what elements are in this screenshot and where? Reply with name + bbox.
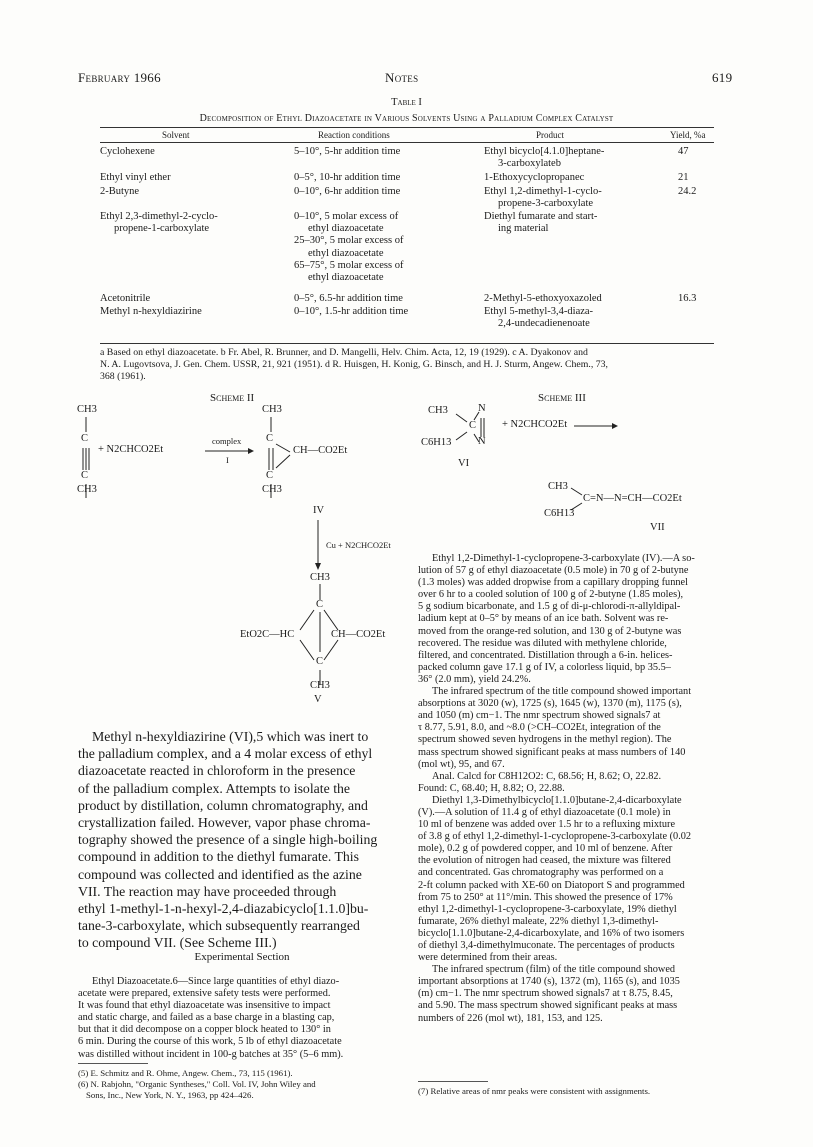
table-cell-line: 0–5°, 10-hr addition time [294, 172, 401, 183]
text-line: Diethyl 1,3-Dimethylbicyclo[1.1.0]butane-2,4-dicarboxylate [432, 794, 682, 806]
text-line: product by distillation, column chromatography, and [78, 797, 368, 813]
text-line: and static charge, and failed as a base charge in a blasting cap, [78, 1012, 335, 1024]
text-line: numbers of 226 (mol wt), 181, 153, and 125. [418, 1012, 603, 1024]
scheme-ii-iv-ch3-bottom: CH3 [262, 484, 282, 495]
scheme-ii-v-c: C [316, 656, 324, 667]
text-line: and 5.90. The mass spectrum showed significant peaks at mass [418, 1000, 678, 1012]
scheme-ii-arrow-label: complex [212, 436, 242, 446]
text-line: The infrared spectrum (film) of the title compound showed [432, 964, 676, 976]
table-cell-line: 25–30°, 5 molar excess of [294, 235, 404, 247]
text-line: mole), 0.2 g of powdered copper, and 10 ml of benzene. After [418, 843, 673, 855]
table-cell-value: 47 [678, 146, 689, 157]
table-footnote-line: a Based on ethyl diazoacetate. b Fr. Abel, R. Brunner, and D. Mangelli, Helv. Chim. Acta, 12, 19 (1929). c A. Dyakonov and [100, 347, 588, 358]
table-title: Table I [391, 97, 422, 108]
scheme-iii-n: N [478, 403, 486, 414]
right-column-body [418, 553, 736, 1025]
text-line: fumarate, 26% diethyl maleate, 22% diethyl 1,3-dimethyl- [418, 915, 659, 927]
table-cell-line: propene-3-carboxylate [498, 198, 594, 210]
running-header-date: February 1966 [78, 70, 161, 85]
running-header-section: Notes [385, 70, 419, 85]
column-header-conditions: Reaction conditions [318, 130, 390, 140]
scheme-ii-ch3-bottom: CH3 [77, 484, 97, 495]
compound-label-iv: IV [313, 505, 325, 516]
table-cell-line: 0–5°, 6.5-hr addition time [294, 293, 403, 304]
table-cell-line: ing material [498, 223, 549, 235]
scheme-ii-c: C [81, 433, 89, 444]
table-cell-line: Ethyl 5-methyl-3,4-diaza- [484, 306, 594, 317]
table-footnote-line: 368 (1961). [100, 371, 146, 382]
text-line: tography showed the presence of a single high-boiling [78, 832, 378, 848]
table-cell-line: 3-carboxylateb [498, 158, 561, 170]
text-line: (1.3 moles) was added dropwise from a capillary dropping funnel [418, 577, 688, 589]
table-cell-value: 21 [678, 172, 689, 183]
table-cell-line: 2-Methyl-5-ethoxyoxazoled [484, 293, 602, 304]
scheme-ii-reagent: + N2CHCO2Et [98, 444, 164, 455]
scheme-ii-ch3-top: CH3 [77, 404, 97, 415]
text-line: Anal. Calcd for C8H12O2: C, 68.56; H, 8.62; O, 22.82. [432, 770, 662, 782]
column-header-yield: Yield, %a [670, 130, 706, 140]
text-line: (V).—A solution of 11.4 g of ethyl diazoacetate (0.1 mole) in [418, 806, 671, 818]
table-cell-line: ethyl diazoacetate [308, 223, 384, 235]
table-cell-line: Ethyl vinyl ether [100, 172, 171, 183]
experimental-heading: Experimental Section [194, 951, 290, 963]
text-line: Ethyl 1,2-Dimethyl-1-cyclopropene-3-carboxylate (IV).—A so- [432, 553, 695, 564]
text-line: and concentrated. Gas chromatography was performed on a [418, 867, 664, 879]
text-line: τ 8.77, 5.91, 8.0, and ~8.0 (>CH–CO2Et, integration of the [418, 722, 661, 734]
compound-label-vi: VI [458, 458, 470, 469]
text-line: 5 g sodium bicarbonate, and 1.5 g of di-μ-chlorodi-π-allyldipal- [418, 601, 681, 613]
text-line: tane-3-carboxylate, which subsequently rearranged [78, 918, 360, 934]
page-number: 619 [712, 70, 733, 85]
table-footnote-line: N. A. Lugovtsova, J. Gen. Chem. USSR, 21, 921 (1951). d R. Huisgen, H. Konig, G. Binsch, and H. J. Sturm, Angew. Chem., 73, [100, 359, 608, 370]
text-line: Methyl n-hexyldiazirine (VI),5 which was inert to [92, 729, 369, 744]
scheme-ii-v-ch3-top: CH3 [310, 572, 330, 583]
scheme-ii-c: C [81, 470, 89, 481]
scheme-iii-vii-chain: C=N—N=CH—CO2Et [583, 493, 682, 504]
scheme-ii-v-c: C [316, 599, 324, 610]
table-cell-line: 0–10°, 5 molar excess of [294, 211, 399, 222]
scheme-iii-reagent: + N2CHCO2Et [502, 419, 568, 430]
footnote-5: (5) E. Schmitz and R. Ohme, Angew. Chem., 73, 115 (1961). [78, 1068, 293, 1078]
compound-label-vii: VII [650, 522, 665, 533]
text-line: ethyl 1,2-dimethyl-1-cyclopropene-3-carboxylate, 19% diethyl [418, 903, 677, 915]
text-line: 6 min. During the course of this work, 5 lb of ethyl diazoacetate [78, 1036, 342, 1048]
text-line: diazoacetate reacted in chloroform in the presence [78, 763, 356, 779]
text-line: important absorptions at 1740 (s), 1372 (m), 1165 (s), and 1035 [418, 976, 680, 988]
text-line: It was found that ethyl diazoacetate was insensitive to impact [78, 1000, 331, 1012]
left-column-body [78, 728, 406, 952]
table-cell-value: 24.2 [678, 186, 697, 197]
text-line: to compound VII. (See Scheme III.) [78, 935, 277, 951]
text-line: and 1050 (m) cm−1. The nmr spectrum showed signals7 at [418, 710, 661, 722]
text-line: ethyl 1-methyl-1-n-hexyl-2,4-diazabicyclo[1.1.0]bu- [78, 901, 369, 917]
text-line: The infrared spectrum of the title compound showed important [432, 686, 692, 698]
scheme-ii-v-right-substituent: CH—CO2Et [331, 629, 386, 640]
scheme-iii-c6h13: C6H13 [421, 437, 452, 448]
column-header-solvent: Solvent [162, 130, 190, 140]
footnote-rule [78, 1063, 148, 1064]
footnote-rule-right [418, 1081, 488, 1082]
text-line: compound in addition to the diethyl fumarate. This [78, 849, 359, 865]
text-line: ladium kept at 0–5° by means of an ice bath. Solvent was re- [418, 613, 669, 625]
table-cell-line: Ethyl bicyclo[4.1.0]heptane- [484, 146, 605, 157]
table-cell-line: Diethyl fumarate and start- [484, 211, 598, 222]
column-header-product: Product [536, 130, 564, 140]
table-cell-line: Methyl n-hexyldiazirine [100, 306, 202, 317]
footnote-7: (7) Relative areas of nmr peaks were consistent with assignments. [418, 1086, 651, 1096]
table-caption: Decomposition of Ethyl Diazoacetate in Various Solvents Using a Palladium Complex Catalyst [199, 113, 614, 124]
left-footnotes [78, 1068, 408, 1101]
scheme-ii-iv-c: C [266, 470, 274, 481]
scheme-ii-v-ch3-bottom: CH3 [310, 680, 330, 691]
footnote-6: (6) N. Rabjohn, "Organic Syntheses," Coll. Vol. IV, John Wiley and [78, 1079, 316, 1089]
text-line: lution of 57 g of ethyl diazoacetate (0.5 mole) in 70 g of 2-butyne [418, 565, 689, 577]
scheme-ii-arrow2-label: Cu + N2CHCO2Et [326, 540, 391, 550]
table-cell-line: 2-Butyne [100, 186, 140, 197]
text-line: of diethyl 3,4-dimethylmuconate. The percentages of products [418, 940, 675, 951]
text-line: mass spectrum showed significant peaks at mass numbers of 140 [418, 746, 686, 758]
table-cell-line: 65–75°, 5 molar excess of [294, 259, 404, 271]
text-line: filtered, and concentrated. Distillation through a 6-in. helices- [418, 649, 673, 661]
scheme-iii-c: C [469, 420, 477, 431]
text-line: packed column gave 17.1 g of IV, a colorless liquid, bp 35.5– [418, 661, 671, 673]
text-line: recovered. The residue was diluted with methylene chloride, [418, 637, 667, 649]
text-line: from 75 to 250° at 11°/min. This showed the presence of 17% [418, 891, 673, 903]
footnote-6-cont: Sons, Inc., New York, N. Y., 1963, pp 424–426. [86, 1090, 254, 1100]
text-line: Found: C, 68.40; H, 8.82; O, 22.88. [418, 782, 565, 794]
scheme-iii-vii-c6h13: C6H13 [544, 508, 575, 519]
table-cell-line: propene-1-carboxylate [114, 223, 210, 235]
scheme-ii-title: Scheme II [210, 392, 255, 404]
table-cell-value: 16.3 [678, 293, 697, 304]
scheme-ii-arrow-catalyst: I [226, 455, 229, 465]
scheme-ii-iv-ch3-top: CH3 [262, 404, 282, 415]
text-line: but that it did decompose on a copper block heated to 130° in [78, 1024, 331, 1036]
experimental-paragraph [78, 976, 406, 1061]
text-line: compound was collected and identified as the azine [78, 866, 362, 882]
text-line: of the palladium complex. Attempts to isolate the [78, 780, 351, 796]
text-line: the evolution of nitrogen had ceased, the mixture was filtered [418, 855, 671, 867]
table-cell-line: Acetonitrile [100, 293, 151, 304]
scheme-ii-iv-substituent: CH—CO2Et [293, 445, 348, 456]
text-line: (m) cm−1. The nmr spectrum showed signals7 at τ 8.75, 8.45, [418, 988, 673, 1000]
scheme-iii-title: Scheme III [538, 392, 586, 404]
table-cell-line: ethyl diazoacetate [308, 272, 384, 284]
table-cell-line: 2,4-undecadienenoate [498, 318, 590, 330]
text-line: moved from the orange-red solution, and 130 g of 2-butyne was [418, 625, 682, 637]
text-line: over 6 hr to a cooled solution of 100 g of 2-butyne (1.85 moles), [418, 589, 684, 601]
text-line: were determined from their areas. [418, 952, 558, 964]
text-line: crystallization failed. However, vapor phase chroma- [78, 815, 371, 831]
text-line: (mol wt), 95, and 67. [418, 758, 505, 770]
scheme-iii-ch3: CH3 [428, 405, 448, 416]
table-cell-line: 0–10°, 6-hr addition time [294, 186, 401, 197]
compound-label-v: V [314, 694, 322, 705]
text-line: VII. The reaction may have proceeded through [78, 883, 337, 899]
table-cell-line: 0–10°, 1.5-hr addition time [294, 306, 409, 317]
text-line: of 3.8 g of ethyl 1,2-dimethyl-1-cyclopropene-3-carboxylate (0.02 [418, 831, 692, 843]
text-line: spectrum showed seven hydrogens in the methyl region). The [418, 734, 672, 746]
table-cell-line: 1-Ethoxycyclopropanec [484, 172, 585, 183]
text-line: bicyclo[1.1.0]butane-2,4-dicarboxylate, and 16% of two isomers [418, 927, 685, 939]
table-cell-line: Cyclohexene [100, 146, 155, 157]
text-line: the palladium complex, and a 4 molar excess of ethyl [78, 746, 373, 762]
text-line: 36° (2.0 mm), yield 24.2%. [418, 673, 531, 685]
text-line: Ethyl Diazoacetate.6—Since large quantities of ethyl diazo- [92, 976, 340, 987]
scheme-iii-n: N [478, 436, 486, 447]
text-line: 10 ml of benzene was added over 1.5 hr to a refluxing mixture [418, 819, 676, 831]
text-line: 2-ft column packed with XE-60 on Diatoport S and programmed [418, 879, 685, 891]
scheme-iii-vii-ch3: CH3 [548, 481, 568, 492]
text-line: acetate were prepared, extensive safety tests were performed. [78, 988, 331, 1000]
table-cell-line: Ethyl 2,3-dimethyl-2-cyclo- [100, 211, 218, 222]
table-cell-line: Ethyl 1,2-dimethyl-1-cyclo- [484, 186, 602, 197]
text-line: was distilled without incident in 100-g batches at 35° (5–6 mm). [78, 1048, 344, 1060]
text-line: absorptions at 3020 (w), 1725 (s), 1645 (w), 1370 (m), 1175 (s), [418, 698, 682, 710]
scheme-ii-v-left-substituent: EtO2C—HC [240, 629, 295, 640]
table-cell-line: 5–10°, 5-hr addition time [294, 146, 401, 157]
scheme-ii-iv-c: C [266, 433, 274, 444]
table-cell-line: ethyl diazoacetate [308, 247, 384, 259]
